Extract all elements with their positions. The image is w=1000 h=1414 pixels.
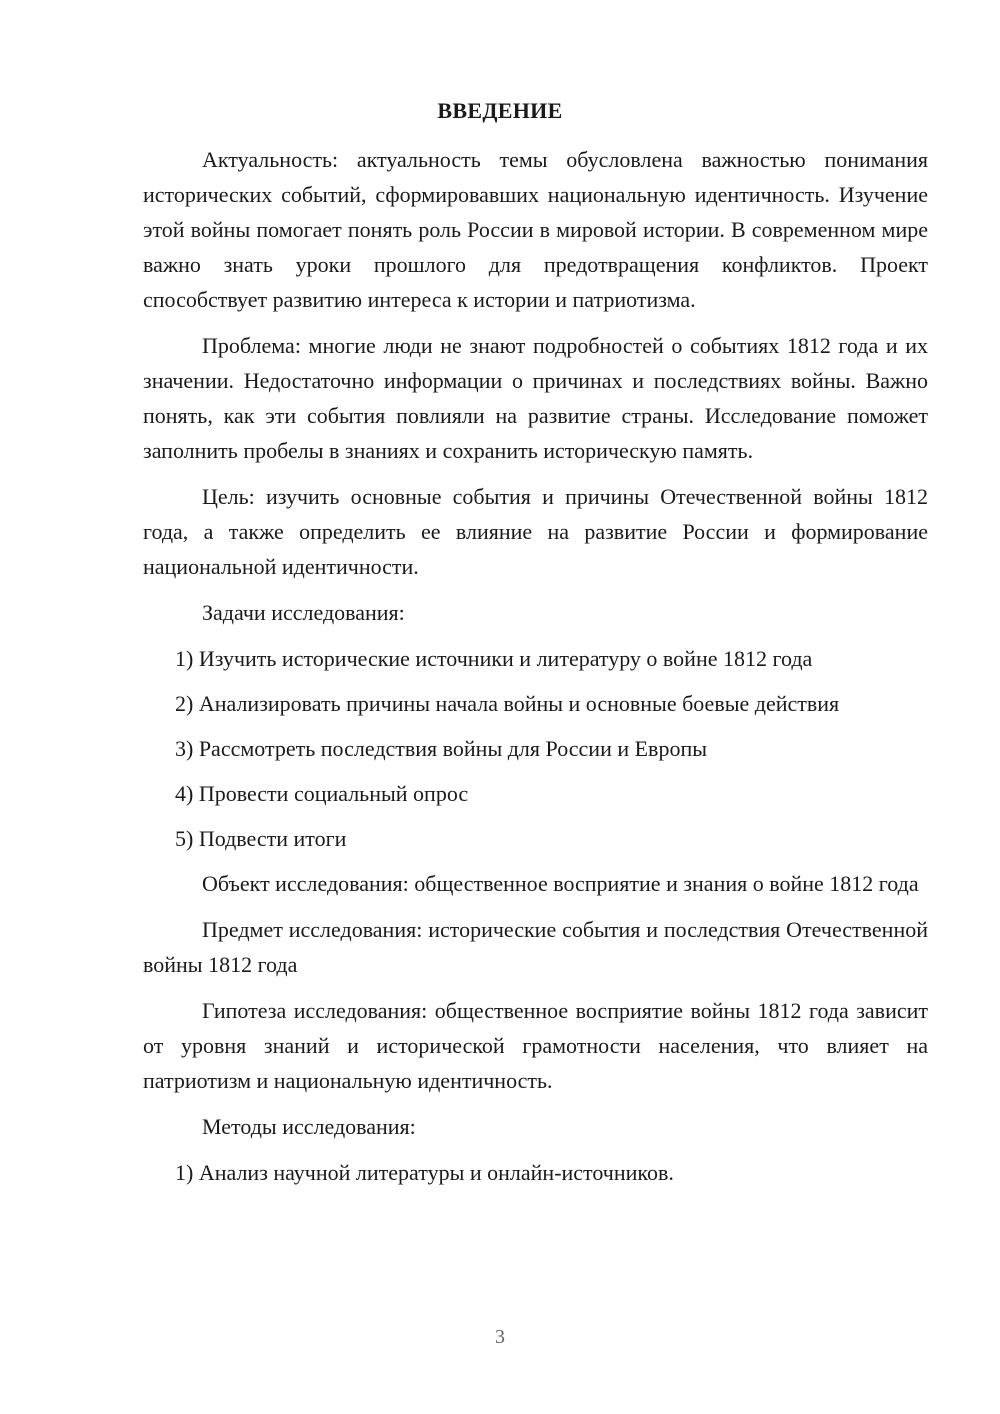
page-number: 3 xyxy=(495,1326,505,1348)
paragraph-relevance: Актуальность: актуальность темы обусловлена важностью понимания исторических событий, сформировавших национальную идентичность. Изучение этой войны помогает понять роль России в мировой истории. В современном мире важно знать уроки прошлого для предотвращения конфликтов. Проект способствует развитию интереса к истории и патриотизма. xyxy=(143,147,928,312)
paragraph-hypothesis: Гипотеза исследования: общественное восприятие войны 1812 года зависит от уровня знаний и исторической грамотности населения, что влияет на патриотизм и национальную идентичность. xyxy=(143,998,928,1093)
page-title: ВВЕДЕНИЕ xyxy=(437,98,563,123)
tasks-list xyxy=(143,641,928,856)
list-item: 1) Изучить исторические источники и литературу о войне 1812 года xyxy=(175,646,813,671)
list-item: 3) Рассмотреть последствия войны для России и Европы xyxy=(175,736,707,761)
methods-heading: Методы исследования: xyxy=(202,1114,416,1139)
paragraph-goal: Цель: изучить основные события и причины Отечественной войны 1812 года, а также определить ее влияние на развитие России и формирование национальной идентичности. xyxy=(143,484,928,579)
paragraph-object: Объект исследования: общественное восприятие и знания о войне 1812 года xyxy=(202,871,919,896)
paragraph-subject: Предмет исследования: исторические события и последствия Отечественной войны 1812 года xyxy=(143,917,928,977)
tasks-heading: Задачи исследования: xyxy=(202,600,405,625)
list-item: 1) Анализ научной литературы и онлайн-источников. xyxy=(175,1160,674,1185)
paragraph-problem: Проблема: многие люди не знают подробностей о событиях 1812 года и их значении. Недостаточно информации о причинах и последствиях войны. Важно понять, как эти события повлияли на развитие страны. Исследование поможет заполнить пробелы в знаниях и сохранить историческую память. xyxy=(143,333,928,463)
body-text xyxy=(143,142,928,1200)
list-item: 4) Провести социальный опрос xyxy=(175,781,469,806)
list-item: 2) Анализировать причины начала войны и основные боевые действия xyxy=(175,691,840,716)
methods-list xyxy=(143,1155,928,1190)
list-item: 5) Подвести итоги xyxy=(175,826,347,851)
